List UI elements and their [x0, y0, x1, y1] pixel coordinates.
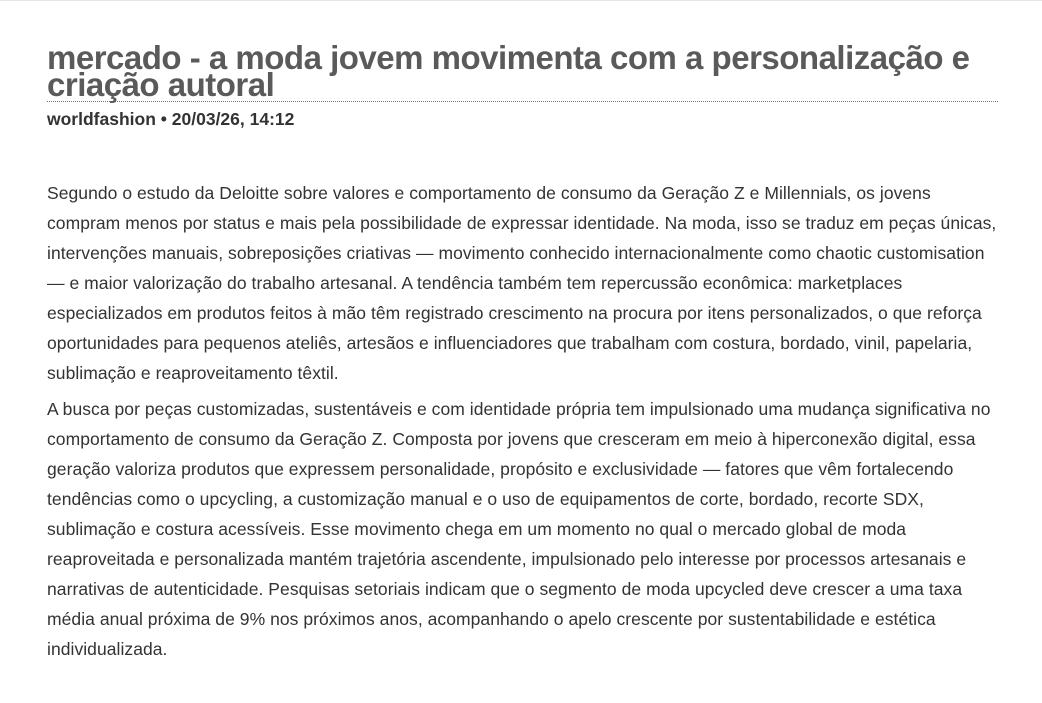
byline-author: worldfashion: [47, 109, 156, 129]
byline: [47, 108, 998, 130]
byline-datetime: 20/03/26, 14:12: [171, 109, 295, 129]
top-border: [0, 0, 1042, 1]
article-body: [47, 178, 998, 664]
paragraph: A busca por peças customizadas, sustentáveis e com identidade própria tem impulsionado uma mudança significativa no comportamento de consumo da Geração Z. Composta por jovens que cresceram em meio à hiperconexão digital, essa geração valoriza produtos que expressem personalidade, propósito e exclusividade — fatores que vêm fortalecendo tendências como o upcycling, a customização manual e o uso de equipamentos de corte, bordado, recorte SDX, sublimação e costura acessíveis. Esse movimento chega em um momento no qual o mercado global de moda reaproveitada e personalizada mantém trajetória ascendente, impulsionado pelo interesse por processos artesanais e narrativas de autenticidade. Pesquisas setoriais indicam que o segmento de moda upcycled deve crescer a uma taxa média anual próxima de 9% nos próximos anos, acompanhando o apelo crescente por sustentabilidade e estética individualizada.: [47, 399, 991, 659]
article-title: mercado - a moda jovem movimenta com a personalização e criação autoral: [47, 40, 998, 102]
byline-separator: •: [160, 109, 167, 129]
article: [47, 40, 998, 670]
paragraph: Segundo o estudo da Deloitte sobre valores e comportamento de consumo da Geração Z e Millennials, os jovens compram menos por status e mais pela possibilidade de expressar identidade. Na moda, isso se traduz em peças únicas, intervenções manuais, sobreposições criativas — movimento conhecido internacionalmente como chaotic customisation — e maior valorização do trabalho artesanal. A tendência também tem repercussão econômica: marketplaces especializados em produtos feitos à mão têm registrado crescimento na procura por itens personalizados, o que reforça oportunidades para pequenos ateliês, artesãos e influenciadores que trabalham com costura, bordado, vinil, papelaria, sublimação e reaproveitamento têxtil.: [47, 183, 997, 383]
